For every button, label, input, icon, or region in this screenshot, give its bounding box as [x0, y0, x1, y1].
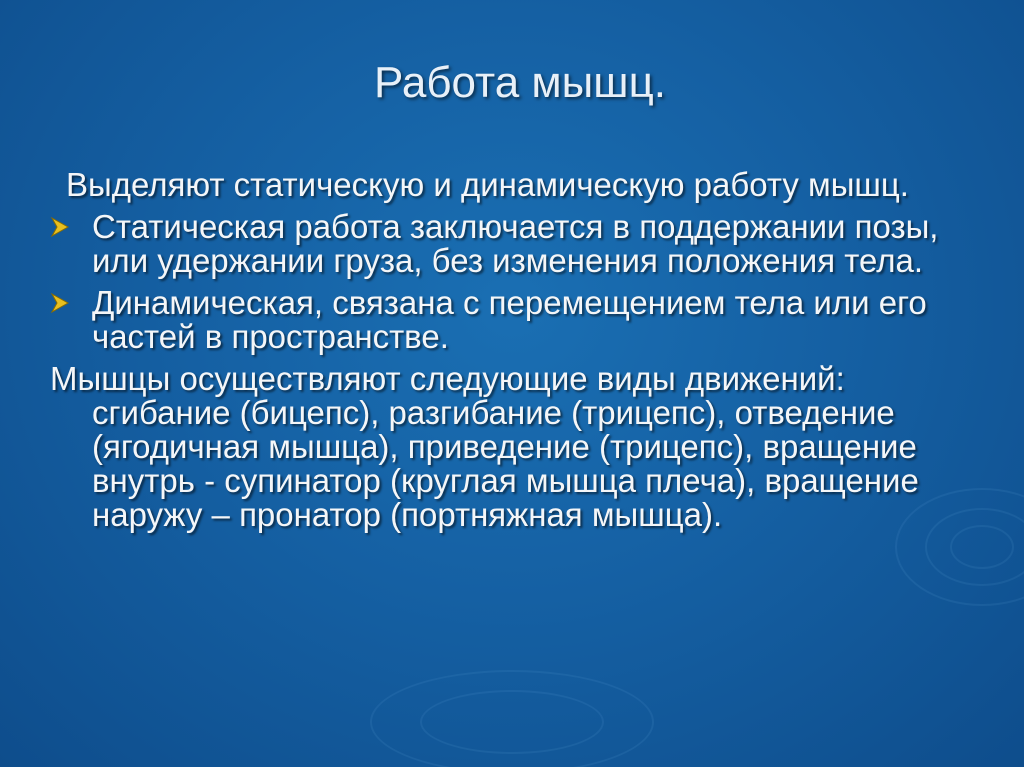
bullet-text: Динамическая, связана с перемещением тела или его частей в пространстве.	[92, 284, 927, 355]
arrow-bullet-icon	[50, 292, 70, 314]
arrow-bullet-icon	[50, 216, 70, 238]
bullet-item	[50, 286, 970, 354]
bullet-text: Статическая работа заключается в поддержании позы, или удержании груза, без изменения положения тела.	[92, 208, 939, 279]
ripple-decoration	[420, 690, 604, 754]
intro-text: Выделяют статическую и динамическую работу мышц.	[66, 166, 909, 203]
movements-paragraph: Мышцы осуществляют следующие виды движений: сгибание (бицепс), разгибание (трицепс), отведение (ягодичная мышца), приведение (трицепс), вращение внутрь - супинатор (круглая мышца плеча), вращение наружу – пронатор (портняжная мышца).	[50, 360, 919, 533]
bullet-item	[50, 210, 970, 278]
slide-body	[50, 168, 970, 532]
slide-title: Работа мышц.	[373, 58, 666, 107]
ripple-decoration	[370, 670, 654, 767]
